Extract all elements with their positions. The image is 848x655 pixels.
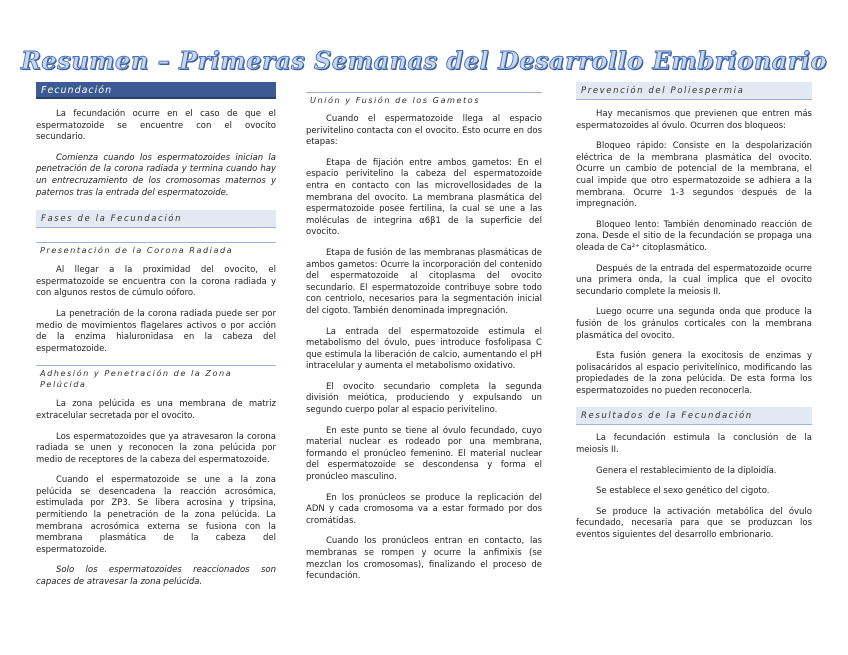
paragraph: Etapa de fijación entre ambos gametos: En el espacio perivitelino la cabeza del espermatozoide entra en contacto con las microvellosidades de la membrana del ovocito. La membrana plasmática del espermatozoide posee fertilina, la cual se une a las moléculas de integrina α6β1 de la superficie del ovocito. bbox=[306, 157, 542, 238]
column-right bbox=[576, 82, 812, 542]
paragraph: Después de la entrada del espermatozoide ocurre una primera onda, la cual implica que el ovocito secundario complete la meiosis II. bbox=[576, 263, 812, 297]
paragraph: La penetración de la corona radiada puede ser por medio de movimientos flagelares activos o por acción de la enzima hialuronidasa en la cabeza del espermatozoide. bbox=[36, 308, 276, 354]
section-header-union: Unión y Fusión de los Gametos bbox=[306, 92, 542, 109]
paragraph: Los espermatozoides que ya atravesaron la corona radiada se unen y reconocen la zona pelúcida por medio de receptores de la cabeza del espermatozoide. bbox=[36, 431, 276, 465]
section-header-prevencion: Prevención del Poliespermia bbox=[576, 82, 812, 100]
paragraph: Cuando los pronúcleos entran en contacto, las membranas se rompen y ocurre la anfimixis (se mezclan los cromosomas), finalizando el proceso de fecundación. bbox=[306, 536, 542, 582]
paragraph: Solo los espermatozoides reaccionados son capaces de atravesar la zona pelúcida. bbox=[36, 565, 276, 588]
paragraph: Hay mecanismos que previenen que entren más espermatozoides al óvulo. Ocurren dos bloqueos: bbox=[576, 109, 812, 131]
paragraph: Luego ocurre una segunda onda que produce la fusión de los gránulos corticales con la membrana plasmática del ovocito. bbox=[576, 307, 812, 341]
paragraph: El ovocito secundario completa la segunda división meiótica, produciendo y expulsando un segundo cuerpo polar al espacio perivitelino. bbox=[306, 381, 542, 416]
section-header-resultados: Resultados de la Fecundación bbox=[576, 407, 812, 425]
paragraph: Esta fusión genera la exocitosis de enzimas y polisacáridos al espacio perivitelínico, modificando las propiedades de la zona pelúcida. De esta forma los espermatozoides no pueden reconocerla. bbox=[576, 351, 812, 396]
paragraph: La fecundación estimula la conclusión de la meiosis II. bbox=[576, 433, 812, 456]
column-middle bbox=[306, 82, 542, 583]
subsection-header-presentacion: Presentación de la Corona Radiada bbox=[36, 242, 276, 259]
section-header-fases: Fases de la Fecundación bbox=[36, 210, 276, 228]
paragraph: En los pronúcleos se produce la replicación del ADN y cada cromosoma va a estar formado por dos cromátidas. bbox=[306, 492, 542, 526]
paragraph: Cuando el espermatozoide llega al espacio perivitelino contacta con el ovocito. Esto ocurre en dos etapas: bbox=[306, 114, 542, 148]
paragraph: Al llegar a la proximidad del ovocito, el espermatozoide se encuentra con la corona radiada y con algunos restos de cúmulo oóforo. bbox=[36, 265, 276, 299]
paragraph: Comienza cuando los espermatozoides inician la penetración de la corona radiada y termina cuando hay un entrecruzamiento de los cromosomas maternos y paternos tras la entrada del espermatozoide. bbox=[36, 152, 276, 198]
paragraph: La fecundación ocurre en el caso de que el espermatozoide se encuentre con el ovocito secundario. bbox=[36, 109, 276, 143]
paragraph: Bloqueo lento: También denominado reacción de zona. Desde el sitio de la fecundación se propaga una oleada de Ca²⁺ citoplasmático. bbox=[576, 219, 812, 253]
paragraph: Genera el restablecimiento de la diploidía. bbox=[596, 465, 777, 476]
paragraph: En este punto se tiene al óvulo fecundado, cuyo material nuclear es rodeado por una membrana, formando el pronúcleo femenino. El material nuclear del espermatozoide se descondensa y forma el pronúcleo masculino. bbox=[306, 425, 542, 483]
paragraph: La zona pelúcida es una membrana de matriz extracelular secretada por el ovocito. bbox=[36, 399, 276, 421]
section-header-fecundacion: Fecundación bbox=[36, 82, 276, 99]
column-left bbox=[36, 82, 276, 589]
paragraph: Se establece el sexo genético del cigoto. bbox=[596, 486, 770, 497]
paragraph: Etapa de fusión de las membranas plasmáticas de ambos gametos: Ocurre la incorporación del contenido del espermatozoide al citoplasma del ovocito secundario. El espermatozoide contribuye sobre todo con centriolo, necesarios para la segmentación inicial del cigoto. También denominada impregnación. bbox=[306, 247, 542, 316]
paragraph: La entrada del espermatozoide estimula el metabolismo del óvulo, pues introduce fosfolipasa C que estimula la liberación de calcio, aumentando el pH intracelular y aumenta el metabolismo oxidativo. bbox=[306, 326, 542, 372]
paragraph: Cuando el espermatozoide se une a la zona pelúcida se desencadena la reacción acrosómica, estimulada por ZP3. Se libera acrosina y tripsina, permitiendo la penetración de la zona pelúcida. La membrana acrosómica externa se fusiona con la membrana plasmática de la cabeza del espermatozoide. bbox=[36, 475, 276, 555]
subsection-header-adhesion: Adhesión y Penetración de la Zona Pelúcida bbox=[36, 365, 276, 393]
paragraph: Se produce la activación metabólica del óvulo fecundado, necesaria para que se produzcan los eventos siguientes del desarrollo embrionario. bbox=[576, 506, 812, 541]
page-title: Resumen – Primeras Semanas del Desarrollo Embrionario bbox=[20, 46, 828, 75]
paragraph: Bloqueo rápido: Consiste en la despolarización eléctrica de la membrana plasmática del ovocito. Ocurre un cambio de potencial de la membrana, el cual impide que otro espermatozoide se adhiera a la membrana. Ocurre 1-3 segundos después de la impregnación. bbox=[576, 141, 812, 210]
